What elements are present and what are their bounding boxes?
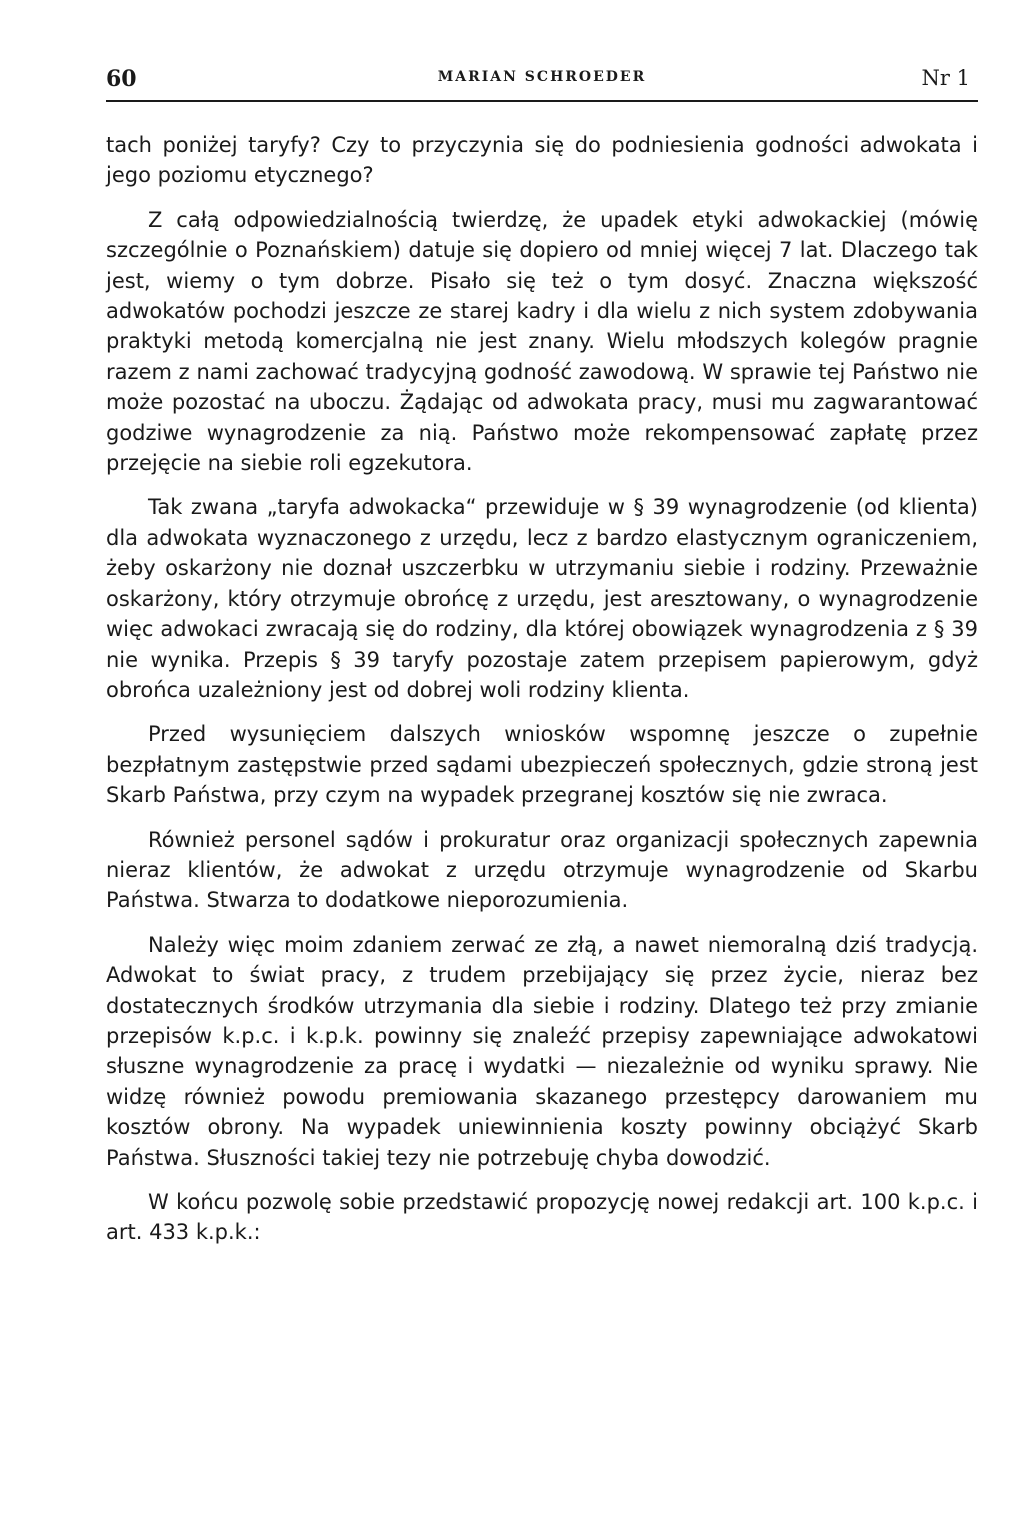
paragraph-2: Z całą odpowiedzialnością twierdzę, że upadek etyki adwokackiej (mówię szczególnie o Poznańskiem) datuje się dopiero od mniej więcej 7 lat. Dlaczego tak jest, wiemy o tym dobrze. Pisało się też o tym dosyć. Znaczna większość adwokatów pochodzi jeszcze ze starej kadry i dla wielu z nich system zdobywania praktyki metodą komercjalną nie jest znany. Wielu młodszych kolegów pragnie razem z nami zachować tradycyjną godność zawodową. W sprawie tej Państwo nie może pozostać na uboczu. Żądając od adwokata pracy, musi mu zagwarantować godziwe wynagrodzenie za nią. Państwo może rekompensować zapłatę przez przejęcie na siebie roli egzekutora. — [106, 207, 978, 476]
page-number: 60 — [106, 66, 137, 92]
paragraph-7: W końcu pozwolę sobie przedstawić propozycję nowej redakcji art. 100 k.p.c. i art. 433 k.p.k.: — [106, 1190, 978, 1245]
paragraph-4: Przed wysunięciem dalszych wniosków wspomnę jeszcze o zupełnie bezpłatnym zastępstwie przed sądami ubezpieczeń społecznych, gdzie stroną jest Skarb Państwa, przy czym na wypadek przegranej kosztów się nie zwraca. — [106, 722, 978, 808]
paragraph-5: Również personel sądów i prokuratur oraz organizacji społecznych zapewnia nieraz klientów, że adwokat z urzędu otrzymuje wynagrodzenie od Skarbu Państwa. Stwarza to dodatkowe nieporozumienia. — [106, 827, 978, 913]
body-text — [106, 130, 978, 1262]
paragraph-1: tach poniżej taryfy? Czy to przyczynia się do podniesienia godności adwokata i jego poziomu etycznego? — [106, 133, 978, 188]
issue-number: Nr 1 — [921, 66, 970, 90]
paragraph-6: Należy więc moim zdaniem zerwać ze złą, a nawet niemoralną dziś tradycją. Adwokat to świat pracy, z trudem przebijający się przez życie, nieraz bez dostatecznych środków utrzymania dla siebie i rodziny. Dlatego też przy zmianie przepisów k.p.c. i k.p.k. powinny się znaleźć przepisy zapewniające adwokatowi słuszne wynagrodzenie za pracę i wydatki — niezależnie od wyniku sprawy. Nie widzę również powodu premiowania skazanego przestępcy darowaniem mu kosztów obrony. Na wypadek uniewinnienia koszty powinny obciążyć Skarb Państwa. Słuszności takiej tezy nie potrzebuję chyba dowodzić. — [106, 932, 978, 1170]
paragraph-3: Tak zwana „taryfa adwokacka“ przewiduje w § 39 wynagrodzenie (od klienta) dla adwokata wyznaczonego z urzędu, lecz z bardzo elastycznym ograniczeniem, żeby oskarżony nie doznał uszczerbku w utrzymaniu siebie i rodziny. Przeważnie oskarżony, który otrzymuje obrońcę z urzędu, jest aresztowany, o wynagrodzenie więc adwokaci zwracają się do rodziny, dla której obowiązek wynagrodzenia z § 39 nie wynika. Przepis § 39 taryfy pozostaje zatem przepisem papierowym, gdyż obrońca uzależniony jest od dobrej woli rodziny klienta. — [106, 495, 978, 702]
header-author: MARIAN SCHROEDER — [437, 69, 647, 85]
running-head — [106, 60, 978, 102]
